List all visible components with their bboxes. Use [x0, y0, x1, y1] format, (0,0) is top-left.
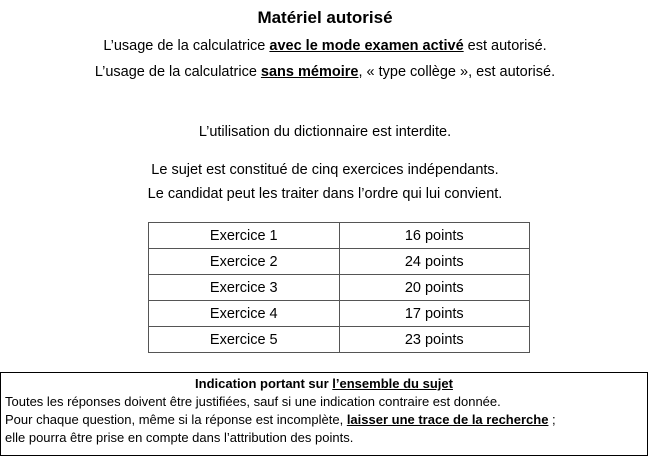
calculator-rule-no-memory: L’usage de la calculatrice sans mémoire, « type collège », est autorisé.	[94, 64, 556, 80]
indication-grading-note: elle pourra être prise en compte dans l’attribution des points.	[5, 430, 354, 445]
subject-description: Le sujet est constitué de cinq exercices indépendants.	[151, 162, 499, 178]
exercise-points-cell: 24 points	[339, 249, 529, 275]
exercise-points-cell: 23 points	[339, 327, 529, 353]
exercise-name-cell: Exercice 4	[149, 301, 340, 327]
exercise-points-cell: 20 points	[339, 275, 529, 301]
subject-order-note: Le candidat peut les traiter dans l’ordre qui lui convient.	[147, 186, 503, 202]
table-row	[149, 275, 530, 301]
exercise-points-cell: 17 points	[339, 301, 529, 327]
calculator-rule-exam-mode: L’usage de la calculatrice avec le mode examen activé est autorisé.	[103, 38, 547, 54]
exercise-points-table	[148, 222, 530, 353]
exercise-points-cell: 16 points	[339, 223, 529, 249]
table-row	[149, 327, 530, 353]
indication-research-trace: Pour chaque question, même si la réponse est incomplète, laisser une trace de la recherche ;	[5, 412, 556, 427]
no-memory-emphasis: sans mémoire	[260, 64, 359, 80]
indication-box	[0, 372, 648, 456]
table-row	[149, 249, 530, 275]
indication-justification: Toutes les réponses doivent être justifiées, sauf si une indication contraire est donnée.	[5, 394, 501, 409]
indication-title: Indication portant sur l’ensemble du sujet	[195, 376, 453, 391]
exercise-name-cell: Exercice 5	[149, 327, 340, 353]
exercise-name-cell: Exercice 3	[149, 275, 340, 301]
dictionary-rule: L’utilisation du dictionnaire est interdite.	[198, 124, 452, 140]
exam-mode-emphasis: avec le mode examen activé	[269, 38, 464, 54]
exercise-name-cell: Exercice 1	[149, 223, 340, 249]
page-title	[0, 8, 650, 28]
exercise-name-cell: Exercice 2	[149, 249, 340, 275]
table-row	[149, 301, 530, 327]
research-trace-emphasis: laisser une trace de la recherche	[346, 412, 549, 427]
table-row	[149, 223, 530, 249]
title-text: Matériel autorisé	[257, 8, 393, 27]
indication-title-emphasis: l’ensemble du sujet	[332, 376, 453, 391]
